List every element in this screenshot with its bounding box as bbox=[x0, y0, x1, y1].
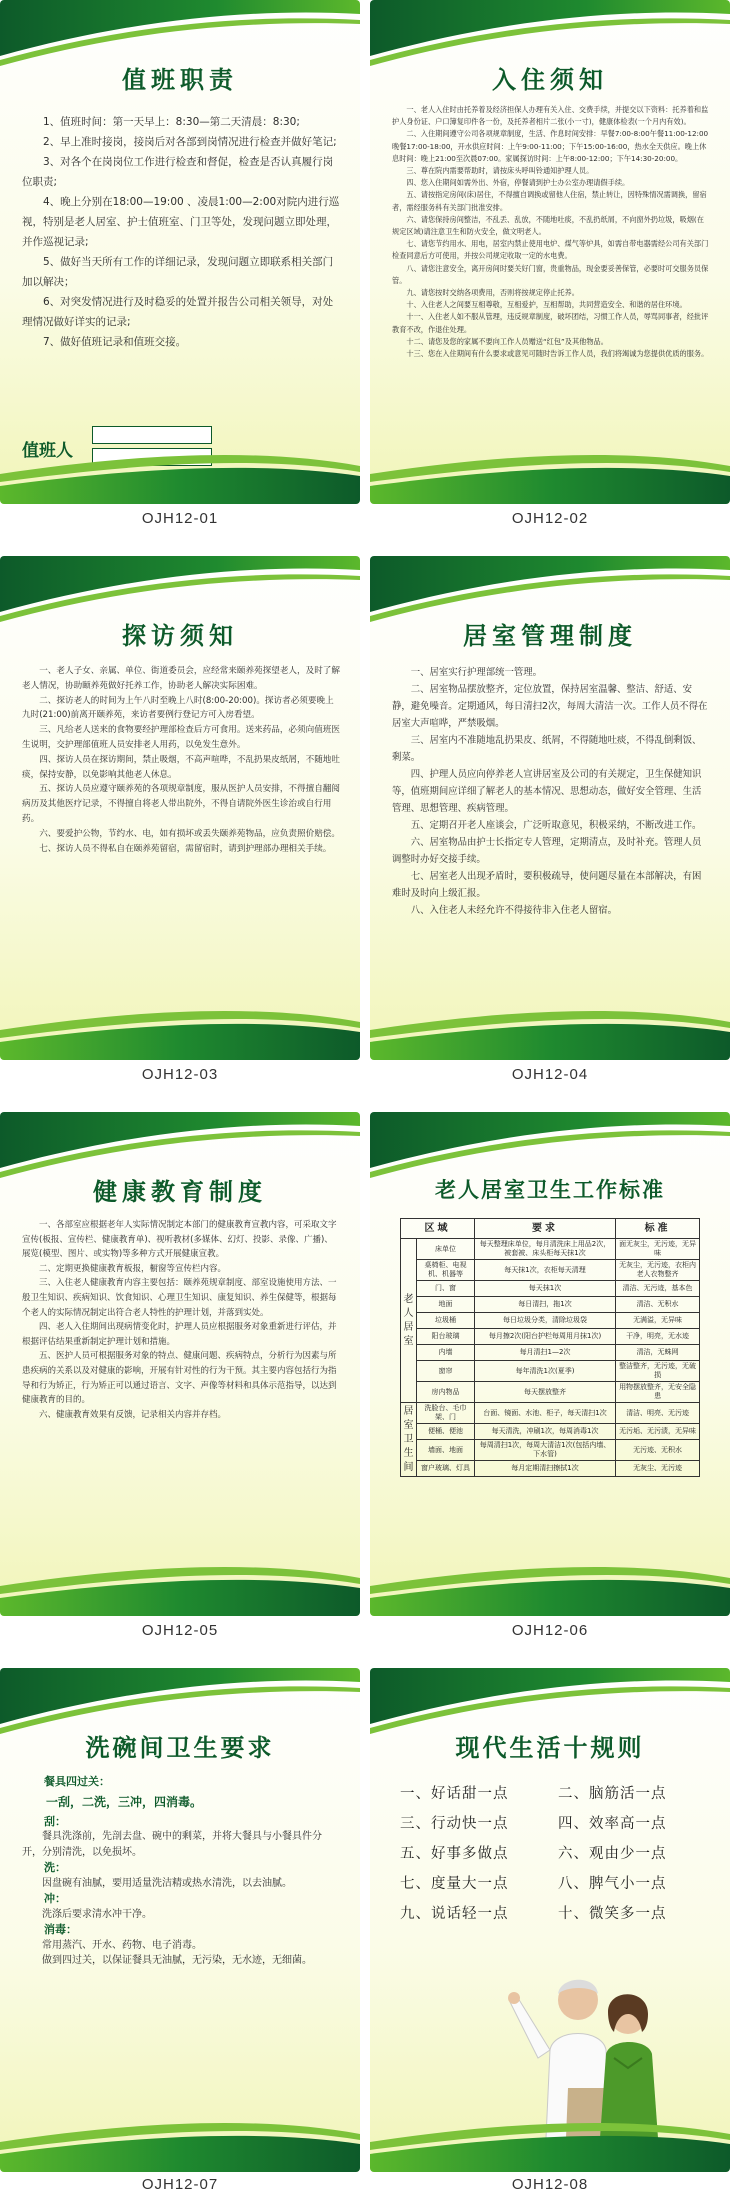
board-title: 洗碗间卫生要求 bbox=[85, 1734, 275, 1762]
board-code: OJH12-05 bbox=[141, 1622, 219, 1639]
table-row bbox=[401, 1281, 700, 1297]
board-body bbox=[22, 112, 340, 352]
table-cell: 无污垢、无污渍，无异味 bbox=[616, 1424, 700, 1440]
table-cell: 每日清扫，拖1次 bbox=[474, 1297, 615, 1313]
paragraph: 常用蒸汽、开水、药物、电子消毒。 bbox=[42, 1939, 202, 1951]
paragraph: 九、请您按时交纳各项费用，否则将按规定停止托养。 bbox=[406, 288, 579, 298]
rule-item: 七、度量大一点 bbox=[400, 1876, 509, 1892]
table-cell: 无灰尘，无污迹，衣柜内老人衣物整齐 bbox=[616, 1260, 700, 1281]
board-room-hygiene-standards bbox=[370, 1112, 730, 1616]
paragraph: 三、居室内不准随地乱扔果皮、纸屑，不得随地吐痰，不得乱倒剩饭、剩菜。 bbox=[392, 735, 702, 763]
table-cell: 每天抹1次 bbox=[474, 1281, 615, 1297]
table-cell: 每天摆放整齐 bbox=[474, 1382, 615, 1403]
table-row bbox=[401, 1345, 700, 1361]
table-cell: 清洁、无积水 bbox=[616, 1297, 700, 1313]
paragraph: 1、值班时间：第一天早上：8:30—第二天清晨：8:30; bbox=[43, 116, 300, 128]
board-admission-notice bbox=[370, 0, 730, 504]
paragraph: 做到四过关，以保证餐具无油腻，无污染，无水迹，无细菌。 bbox=[42, 1955, 312, 1966]
table-cell: 桌椅柜、电视机、机器等 bbox=[417, 1260, 475, 1281]
paragraph: 七、探访人员不得私自在颐养苑留宿，需留宿时，请到护理部办理相关手续。 bbox=[39, 843, 332, 854]
paragraph: 4、晚上分别在18:00—19:00 、凌晨1:00—2:00对院内进行巡视，特别是老人居室、护士值班室、门卫等处，发现问题立即处理，并作巡视记录; bbox=[22, 196, 340, 248]
table-cell: 每月定期清扫擦拭1次 bbox=[474, 1461, 615, 1477]
paragraph: 6、对突发情况进行及时稳妥的处置并报告公司相关领导，对处理情况做好详实的记录; bbox=[22, 296, 334, 328]
table-cell: 地面 bbox=[417, 1297, 475, 1313]
paragraph: 餐具洗涤前，先剖去盘、碗中的剩菜，并将大餐具与小餐具件分开，分别清洗，以免损坏。 bbox=[22, 1831, 322, 1858]
rule-item: 八、脾气小一点 bbox=[558, 1876, 667, 1892]
paragraph: 八、入住老人未经允许不得接待非入住老人留宿。 bbox=[410, 905, 618, 916]
board-code: OJH12-04 bbox=[511, 1066, 589, 1083]
table-row bbox=[401, 1424, 700, 1440]
paragraph: 六、居室物品由护士长指定专人管理，定期清点，及时补充。管理人员调整时办好交接手续。 bbox=[392, 837, 702, 865]
table-cell: 便桶、便池 bbox=[417, 1424, 475, 1440]
table-cell: 整洁整齐，无污迹，无破损 bbox=[616, 1361, 700, 1382]
table-cell: 门、窗 bbox=[417, 1281, 475, 1297]
table-header-row bbox=[401, 1219, 700, 1239]
board-visiting-notice bbox=[0, 556, 360, 1060]
table-row bbox=[401, 1239, 700, 1260]
bottom-wave-decoration bbox=[370, 2108, 730, 2172]
board-title: 探访须知 bbox=[122, 622, 238, 650]
board-body bbox=[392, 104, 710, 360]
table-cell: 墙面、地面 bbox=[417, 1440, 475, 1461]
table-row bbox=[401, 1297, 700, 1313]
paragraph: 六、请您保持房间整洁，不乱丢、乱放，不随地吐痰，不乱扔纸屑，不向窗外扔垃圾，吸烟(在规定区域)请注意卫生和防火安全，做文明老人。 bbox=[392, 214, 704, 237]
rule-item: 九、说话轻一点 bbox=[400, 1906, 509, 1922]
table-cell: 每日垃圾分类，清除垃圾袋 bbox=[474, 1313, 615, 1329]
paragraph: 一、各部室应根据老年人实际情况制定本部门的健康教育宣教内容，可采取文字宣传(板报、宣传栏、健康教育单)、视听教材(多媒体、幻灯、投影、录像、广播)、展览(模型、图片、或实物)等多种方式开展健康宣教。 bbox=[22, 1220, 337, 1260]
table-row bbox=[401, 1403, 700, 1424]
paragraph: 三、尊在院内需要帮助时，请按床头呼叫铃通知护理人员。 bbox=[406, 166, 594, 176]
table-cell: 每天抹1次，衣柜每天清理 bbox=[474, 1260, 615, 1281]
paragraph: 五、探访人员应遵守颐养苑的各项规章制度，服从医护人员安排，不得擅自翻阅病历及其他医疗记录，不得擅自将老人带出院外，不得自请院外医生诊治或自行用药。 bbox=[22, 784, 340, 824]
board-title: 居室管理制度 bbox=[463, 622, 637, 650]
paragraph: 二、定期更换健康教育板报，橱窗等宣传栏内容。 bbox=[39, 1263, 227, 1274]
table-cell: 床单位 bbox=[417, 1239, 475, 1260]
table-cell: 无灰尘、无污迹 bbox=[616, 1461, 700, 1477]
board-code: OJH12-07 bbox=[141, 2176, 219, 2193]
table-cell: 无污迹、无积水 bbox=[616, 1440, 700, 1461]
table-cell: 每月擦2次(阳台护栏每周用月抹1次) bbox=[474, 1329, 615, 1345]
paragraph: 一、老人入住时由托养着及经济担保人办理有关入住、交费手续，并提交以下资料：托养着和监护人身份证、户口簿复印件各一份，及托养者相片二张(小一寸)，健康体检表(一个月内有效)。 bbox=[392, 105, 709, 127]
table-cell: 洗脸台、毛巾架、门 bbox=[417, 1403, 475, 1424]
board-duty-responsibilities bbox=[0, 0, 360, 504]
bottom-wave-decoration bbox=[0, 2108, 360, 2172]
table-row bbox=[401, 1440, 700, 1461]
board-body bbox=[392, 664, 710, 919]
rule-item: 五、好事多做点 bbox=[400, 1846, 509, 1862]
step-label: 洗： bbox=[44, 1861, 66, 1874]
board-body bbox=[22, 1774, 340, 1969]
table-row bbox=[401, 1313, 700, 1329]
table-cell: 每年清洗1次(夏季) bbox=[474, 1361, 615, 1382]
paragraph: 四、探访人员在探访期间，禁止吸烟，不高声喧哗，不乱扔果皮纸屑，不随地吐痰，保持安静，以免影响其他老人休息。 bbox=[22, 754, 340, 780]
table-row bbox=[401, 1361, 700, 1382]
board-code: OJH12-03 bbox=[141, 1066, 219, 1083]
bottom-wave-decoration bbox=[0, 440, 360, 504]
bottom-wave-decoration bbox=[0, 1552, 360, 1616]
paragraph: 三、入住老人健康教育内容主要包括：颐养苑规章制度、部室设施使用方法、一般卫生知识、疾病知识、饮食知识、心理卫生知识、康复知识、养生保健等，根据每个老人的实际情况制定出符合老人特性的护理计划，并落到实处。 bbox=[22, 1278, 337, 1318]
board-room-management bbox=[370, 556, 730, 1060]
paragraph: 六、健康教育效果有反馈，记录相关内容并存档。 bbox=[39, 1409, 227, 1420]
table-cell: 清洁，无蛛网 bbox=[616, 1345, 700, 1361]
bottom-wave-decoration bbox=[370, 996, 730, 1060]
board-title: 入住须知 bbox=[492, 66, 608, 94]
board-body bbox=[22, 664, 340, 856]
paragraph: 四、老人入住期间出现病情变化时，护理人员应根据服务对象重新进行评估，并根据评估结果重新制定护理计划和措施。 bbox=[22, 1322, 337, 1347]
column-header: 要求 bbox=[474, 1219, 615, 1239]
hygiene-standards-table bbox=[400, 1218, 700, 1477]
paragraph: 十二、请您及您的家属不要向工作人员赠送“红包”及其他物品。 bbox=[406, 336, 608, 346]
top-wave-decoration bbox=[370, 1112, 730, 1182]
board-code: OJH12-06 bbox=[511, 1622, 589, 1639]
paragraph: 四、护理人员应向停养老人宣讲居室及公司的有关规定，卫生保健知识等，值班期间应详细了解老人的基本情况、思想动态，做好安全管理、生活管理、思想管理、疾病管理。 bbox=[392, 769, 702, 814]
section-heading: 餐具四过关： bbox=[44, 1775, 110, 1788]
paragraph: 2、早上准时接岗，接岗后对各部到岗情况进行检查并做好笔记; bbox=[43, 136, 337, 148]
table-cell: 干净，明亮，无水迹 bbox=[616, 1329, 700, 1345]
rule-item: 四、效率高一点 bbox=[558, 1816, 667, 1832]
rule-item: 一、好话甜一点 bbox=[400, 1786, 509, 1802]
paragraph: 因盘碗有油腻，要用适量洗洁精或热水清洗，以去油腻。 bbox=[42, 1877, 292, 1889]
board-code: OJH12-08 bbox=[511, 2176, 589, 2193]
board-title: 现代生活十规则 bbox=[455, 1734, 645, 1762]
board-code: OJH12-02 bbox=[511, 510, 589, 527]
board-ten-life-rules bbox=[370, 1668, 730, 2172]
rule-item: 六、观由少一点 bbox=[558, 1846, 667, 1862]
board-health-education bbox=[0, 1112, 360, 1616]
rule-item: 二、脑筋活一点 bbox=[558, 1786, 667, 1802]
step-label: 冲： bbox=[44, 1892, 66, 1905]
column-header: 区域 bbox=[401, 1219, 475, 1239]
table-cell: 阳台玻璃 bbox=[417, 1329, 475, 1345]
table-cell: 面无灰尘，无污迹，无异味 bbox=[616, 1239, 700, 1260]
table-cell: 每周清扫1次，每周大清洁1次(包括内墙、下水管) bbox=[474, 1440, 615, 1461]
paragraph: 五、医护人员可根据服务对象的特点、健康问题、疾病特点，分析行为因素与所患疾病的关系以及对健康的影响，开展有针对性的行为干预。其主要内容包括行为指导和行为矫正，行为矫正可以通过语言、文字、声像等材料和具体示范指导，以达到健康教育的目的。 bbox=[22, 1351, 337, 1406]
paragraph: 7、做好值班记录和值班交接。 bbox=[43, 336, 187, 348]
table-row bbox=[401, 1461, 700, 1477]
paragraph: 洗涤后要求清水冲干净。 bbox=[42, 1908, 152, 1920]
table-cell: 每天清洗，冲刷1次，每周消毒1次 bbox=[474, 1424, 615, 1440]
paragraph: 一、老人子女、亲属、单位、街道委员会，应经常来颐养苑探望老人，及时了解老人情况，协助颐养苑做好托养工作，协助老人解决实际困难。 bbox=[22, 666, 340, 691]
board-code: OJH12-01 bbox=[141, 510, 219, 527]
step-label: 消毒： bbox=[44, 1923, 77, 1936]
paragraph: 二、居室物品摆放整齐，定位放置，保持居室温馨、整洁、舒适、安静，避免噪音。定期通风，每日清扫2次，每周大清洁一次。工作人员不得在居室大声喧哗，严禁吸烟。 bbox=[392, 684, 708, 729]
paragraph: 八、请您注意安全，离开房间时要关好门窗，贵重物品，现金要妥善保管，必要时可交服务员保管。 bbox=[392, 263, 709, 285]
paragraph: 二、探访老人的时间为上午八时至晚上八时(8:00-20:00)。探访者必须要晚上九时(21:00)前离开颐养苑，来访者要例行登记方可入房看望。 bbox=[22, 695, 334, 721]
bottom-wave-decoration bbox=[370, 440, 730, 504]
paragraph: 七、居室老人出现矛盾时，要积极疏导，使问题尽量在本部解决，有困难时及时向上级汇报。 bbox=[392, 871, 702, 899]
table-cell: 窗户玻璃、灯具 bbox=[417, 1461, 475, 1477]
table-cell: 无满溢，无异味 bbox=[616, 1313, 700, 1329]
paragraph: 四、您入住期间如需外出、外宿，停餐请到护士办公室办理请假手续。 bbox=[406, 178, 630, 188]
bottom-wave-decoration bbox=[0, 996, 360, 1060]
paragraph: 5、做好当天所有工作的详细记录，发现问题立即联系相关部门加以解决； bbox=[22, 256, 334, 288]
group-label: 老人居室 bbox=[401, 1239, 417, 1403]
paragraph: 十一、入住老人如不服从管理，违反规章制度，破坏团结，习惯工作人员，辱骂同事者，经批评教育不改，作退住处理。 bbox=[392, 312, 709, 334]
paragraph: 五、请按指定房间(床)居住，不得擅自调换或留他人住宿，禁止转让，因特殊情况需调换，留宿者，需经服务科有关部门批准安排。 bbox=[392, 190, 707, 212]
board-dishwashing-hygiene bbox=[0, 1668, 360, 2172]
paragraph: 十、入住老人之间要互相尊敬，互相爱护，互相帮助，共同营造安全、和谐的居住环境。 bbox=[406, 300, 687, 310]
paragraph: 五、定期召开老人座谈会，广泛听取意见，积极采纳，不断改进工作。 bbox=[410, 820, 702, 831]
table-cell: 垃圾桶 bbox=[417, 1313, 475, 1329]
rule-item: 三、行动快一点 bbox=[400, 1816, 509, 1832]
step-label: 刮： bbox=[44, 1814, 66, 1828]
table-cell: 每月清扫1—2次 bbox=[474, 1345, 615, 1361]
steps-summary: 一刮，二洗，三冲，四消毒。 bbox=[46, 1794, 203, 1809]
table-cell: 每天整理床单位，每月清洗床上用品2次，被套被、床头柜每天抹1次 bbox=[474, 1239, 615, 1260]
paragraph: 二、入住期间遵守公司各项规章制度，生活、作息时间安排：早餐7:00-8:00午餐11:00-12:00 晚餐17:00-18:00，开水供应时间：上午9:00-11:00；下午15:00-16:00，热水全天供应。晚上休息时间：晚上21:00至次晨07:00。家属探访时间：上午8:00-12:00；下午14:30-20:00。 bbox=[392, 129, 709, 163]
table-cell: 房内物品 bbox=[417, 1382, 475, 1403]
column-header: 标准 bbox=[616, 1219, 700, 1239]
table-cell: 清洁、无污迹，基本色 bbox=[616, 1281, 700, 1297]
paragraph: 3、对各个在岗岗位工作进行检查和督促，检查是否认真履行岗位职责; bbox=[22, 156, 334, 188]
table-cell: 台面、镜面、水池、柜子，每天清扫1次 bbox=[474, 1403, 615, 1424]
duty-person-label: 值班人 bbox=[22, 441, 73, 461]
table-cell: 用物摆放整齐，无安全隐患 bbox=[616, 1382, 700, 1403]
board-title: 健康教育制度 bbox=[93, 1178, 267, 1206]
paragraph: 六、要爱护公物，节约水、电，如有损坏或丢失颐养苑物品，应负责照价赔偿。 bbox=[39, 828, 340, 839]
paragraph: 一、居室实行护理部统一管理。 bbox=[410, 667, 543, 678]
paragraph: 十三、您在入住期间有什么要求或意见可随时告诉工作人员，我们将竭诚为您提供优质的服务。 bbox=[406, 349, 709, 359]
board-body bbox=[22, 1218, 340, 1422]
board-title: 值班职责 bbox=[122, 66, 238, 94]
table-row bbox=[401, 1329, 700, 1345]
paragraph: 七、请您节约用水、用电，居室内禁止使用电炉、煤气等炉具，如需自带电器需经公司有关部门检查同意后方可使用，并按公司规定收取一定的水电费。 bbox=[392, 239, 709, 261]
board-title: 老人居室卫生工作标准 bbox=[435, 1178, 665, 1202]
table-cell: 内墙 bbox=[417, 1345, 475, 1361]
bottom-wave-decoration bbox=[370, 1552, 730, 1616]
paragraph: 三、凡给老人送来的食物要经护理部检查后方可食用。送来药品，必须向值班医生说明，交护理部值班人员安排老人用药，以免发生意外。 bbox=[22, 725, 340, 750]
table-row bbox=[401, 1382, 700, 1403]
table-row bbox=[401, 1260, 700, 1281]
group-label: 居室卫生间 bbox=[401, 1403, 417, 1477]
table-cell: 清洁、明亮、无污迹 bbox=[616, 1403, 700, 1424]
table-cell: 窗帘 bbox=[417, 1361, 475, 1382]
rule-item: 十、微笑多一点 bbox=[558, 1906, 667, 1922]
